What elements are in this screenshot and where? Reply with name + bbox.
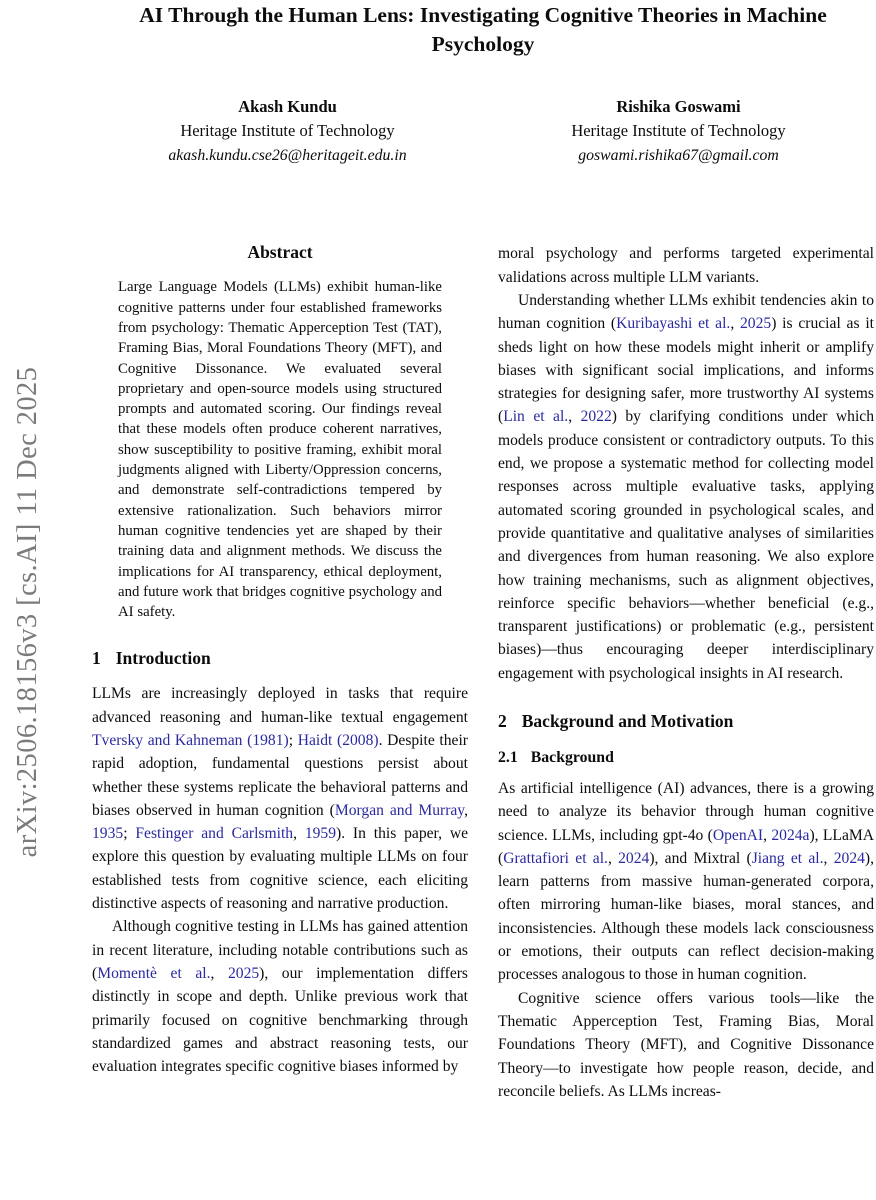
citation-link[interactable]: Grattafiori et al.: [503, 849, 608, 867]
subsection-heading-background: [498, 749, 874, 767]
section-heading-introduction: [92, 648, 468, 669]
subsection-title: Background: [530, 748, 614, 766]
author-email-link[interactable]: goswami.rishika67@gmail.com: [578, 146, 779, 164]
citation-link[interactable]: OpenAI: [712, 826, 764, 844]
citation-link[interactable]: Haidt (2008): [297, 731, 379, 749]
citation-link[interactable]: Lin et al.: [503, 408, 569, 426]
citation-link[interactable]: Kuribayashi et al.: [616, 315, 731, 333]
author-name: Akash Kundu: [238, 97, 337, 117]
section-title: Background and Motivation: [521, 710, 734, 731]
paragraph: moral psychology and performs targeted experimental validations across multiple LLM variants.: [498, 245, 874, 286]
citation-link[interactable]: 2025: [227, 964, 260, 982]
paragraph: LLMs are increasingly deployed in tasks that require advanced reasoning and human-like textual engagement Tversky and Kahneman (1981); Haidt (2008). Despite their rapid adoption, fundamental questions persist about whether these systems replicate the behavioral patterns and biases observed in human cognition (Morgan and Murray, 1935; Festinger and Carlsmith, 1959). In this paper, we explore this question by evaluating multiple LLMs on four established tests from cognitive science, each eliciting distinctive aspects of reasoning and narrative production.: [92, 685, 469, 913]
author-block: [92, 95, 874, 168]
paragraph: Cognitive science offers various tools—like the Thematic Apperception Test, Framing Bias, Moral Foundations Theory (MFT), and Cognitive Dissonance Theory—to investigate how people reason, decide, and reconcile beliefs. As LLMs increas-: [498, 989, 874, 1100]
citation-link[interactable]: 2024: [833, 849, 865, 867]
citation-link[interactable]: 2024: [618, 849, 650, 867]
citation-link[interactable]: Tversky and Kahneman (1981): [92, 731, 289, 749]
citation-link[interactable]: Jiang et al.: [751, 849, 824, 867]
abstract-text: Large Language Models (LLMs) exhibit human-like cognitive patterns under four established frameworks from psychology: Thematic Apperception Test (TAT), Framing Bias, Moral Foundations Theory (MFT), and Cognitive Dissonance. We evaluated several proprietary and open-source models using structured prompts and automated scoring. Our findings reveal that these models often produce coherent narratives, show susceptibility to positive framing, exhibit moral judgments aligned with Liberty/Oppression concerns, and demonstrate self-contradictions tempered by extensive rationalization. Such behaviors mirror human cognitive tendencies yet are shaped by their training data and alignment methods. We discuss the implications for AI transparency, ethical deployment, and future work that bridges cognitive psychology and AI safety.: [118, 279, 442, 621]
author-name: Rishika Goswami: [616, 97, 741, 117]
paper-content: [92, 0, 874, 1103]
subsection-number: 2.1: [498, 748, 518, 766]
author-affiliation: Heritage Institute of Technology: [180, 121, 395, 141]
paper-title: AI Through the Human Lens: Investigating Cognitive Theories in Machine Psychology: [139, 3, 827, 56]
author-1: [92, 95, 483, 168]
arxiv-watermark: arXiv:2506.18156v3 [cs.AI] 11 Dec 2025: [12, 366, 43, 858]
left-column: [92, 242, 468, 1103]
section-number: 1: [92, 648, 101, 669]
citation-link[interactable]: Morgan and Murray: [334, 801, 465, 819]
section-heading-background: [498, 711, 874, 732]
paragraph: Although cognitive testing in LLMs has gained attention in recent literature, including notable contributions such as (Momentè et al., 2025), our implementation differs distinctly in scope and depth. Unlike previous work that primarily focused on cognitive benchmarking through standardized games and abstract reasoning tests, our evaluation integrates specific cognitive biases informed by: [92, 918, 469, 1076]
abstract-block: [92, 242, 468, 622]
abstract-heading: Abstract: [247, 242, 313, 263]
section-title: Introduction: [115, 648, 211, 669]
citation-link[interactable]: 1959: [304, 825, 336, 843]
citation-link[interactable]: 2025: [740, 315, 772, 333]
citation-link[interactable]: 2024a: [771, 826, 810, 844]
author-email-link[interactable]: akash.kundu.cse26@heritageit.edu.in: [168, 146, 407, 164]
citation-link[interactable]: 2022: [580, 408, 612, 426]
author-2: [483, 95, 874, 168]
two-column-body: [92, 242, 874, 1103]
citation-link[interactable]: Momentè et al.: [97, 964, 211, 982]
citation-link[interactable]: Festinger and Carlsmith: [135, 825, 294, 843]
paragraph: As artificial intelligence (AI) advances, there is a growing need to analyze its behavior through human cognitive science. LLMs, including gpt-4o (OpenAI, 2024a), LLaMA (Grattafiori et al., 2024), and Mixtral (Jiang et al., 2024), learn patterns from massive human-generated corpora, often mirroring human-like biases, moral stances, and inconsistencies. Although these models lack consciousness or emotions, their outputs can reflect decision-making processes analogous to those in human cognition.: [498, 779, 874, 984]
section-number: 2: [498, 710, 507, 731]
citation-link[interactable]: 1935: [92, 825, 124, 843]
author-affiliation: Heritage Institute of Technology: [571, 121, 786, 141]
right-column: [498, 242, 874, 1103]
paragraph: Understanding whether LLMs exhibit tendencies akin to human cognition (Kuribayashi et al., 2025) is crucial as it sheds light on how these models might inherit or amplify biases with significant social implications, and informs strategies for designing safer, more trustworthy AI systems (Lin et al., 2022) by clarifying conditions under which models produce consistent or contradictory outputs. To this end, we propose a systematic method for collecting model responses across multiple evaluative tasks, applying automated scoring grounded in psychological scales, and provide quantitative and qualitative analyses of similarities and divergences from human reasoning. We also explore how training mechanisms, such as alignment objectives, reinforce specific behaviors—whether beneficial (e.g., transparent justifications) or problematic (e.g., persistent biases)—thus encouraging deeper interdisciplinary engagement with psychological insights in AI research.: [498, 291, 875, 682]
